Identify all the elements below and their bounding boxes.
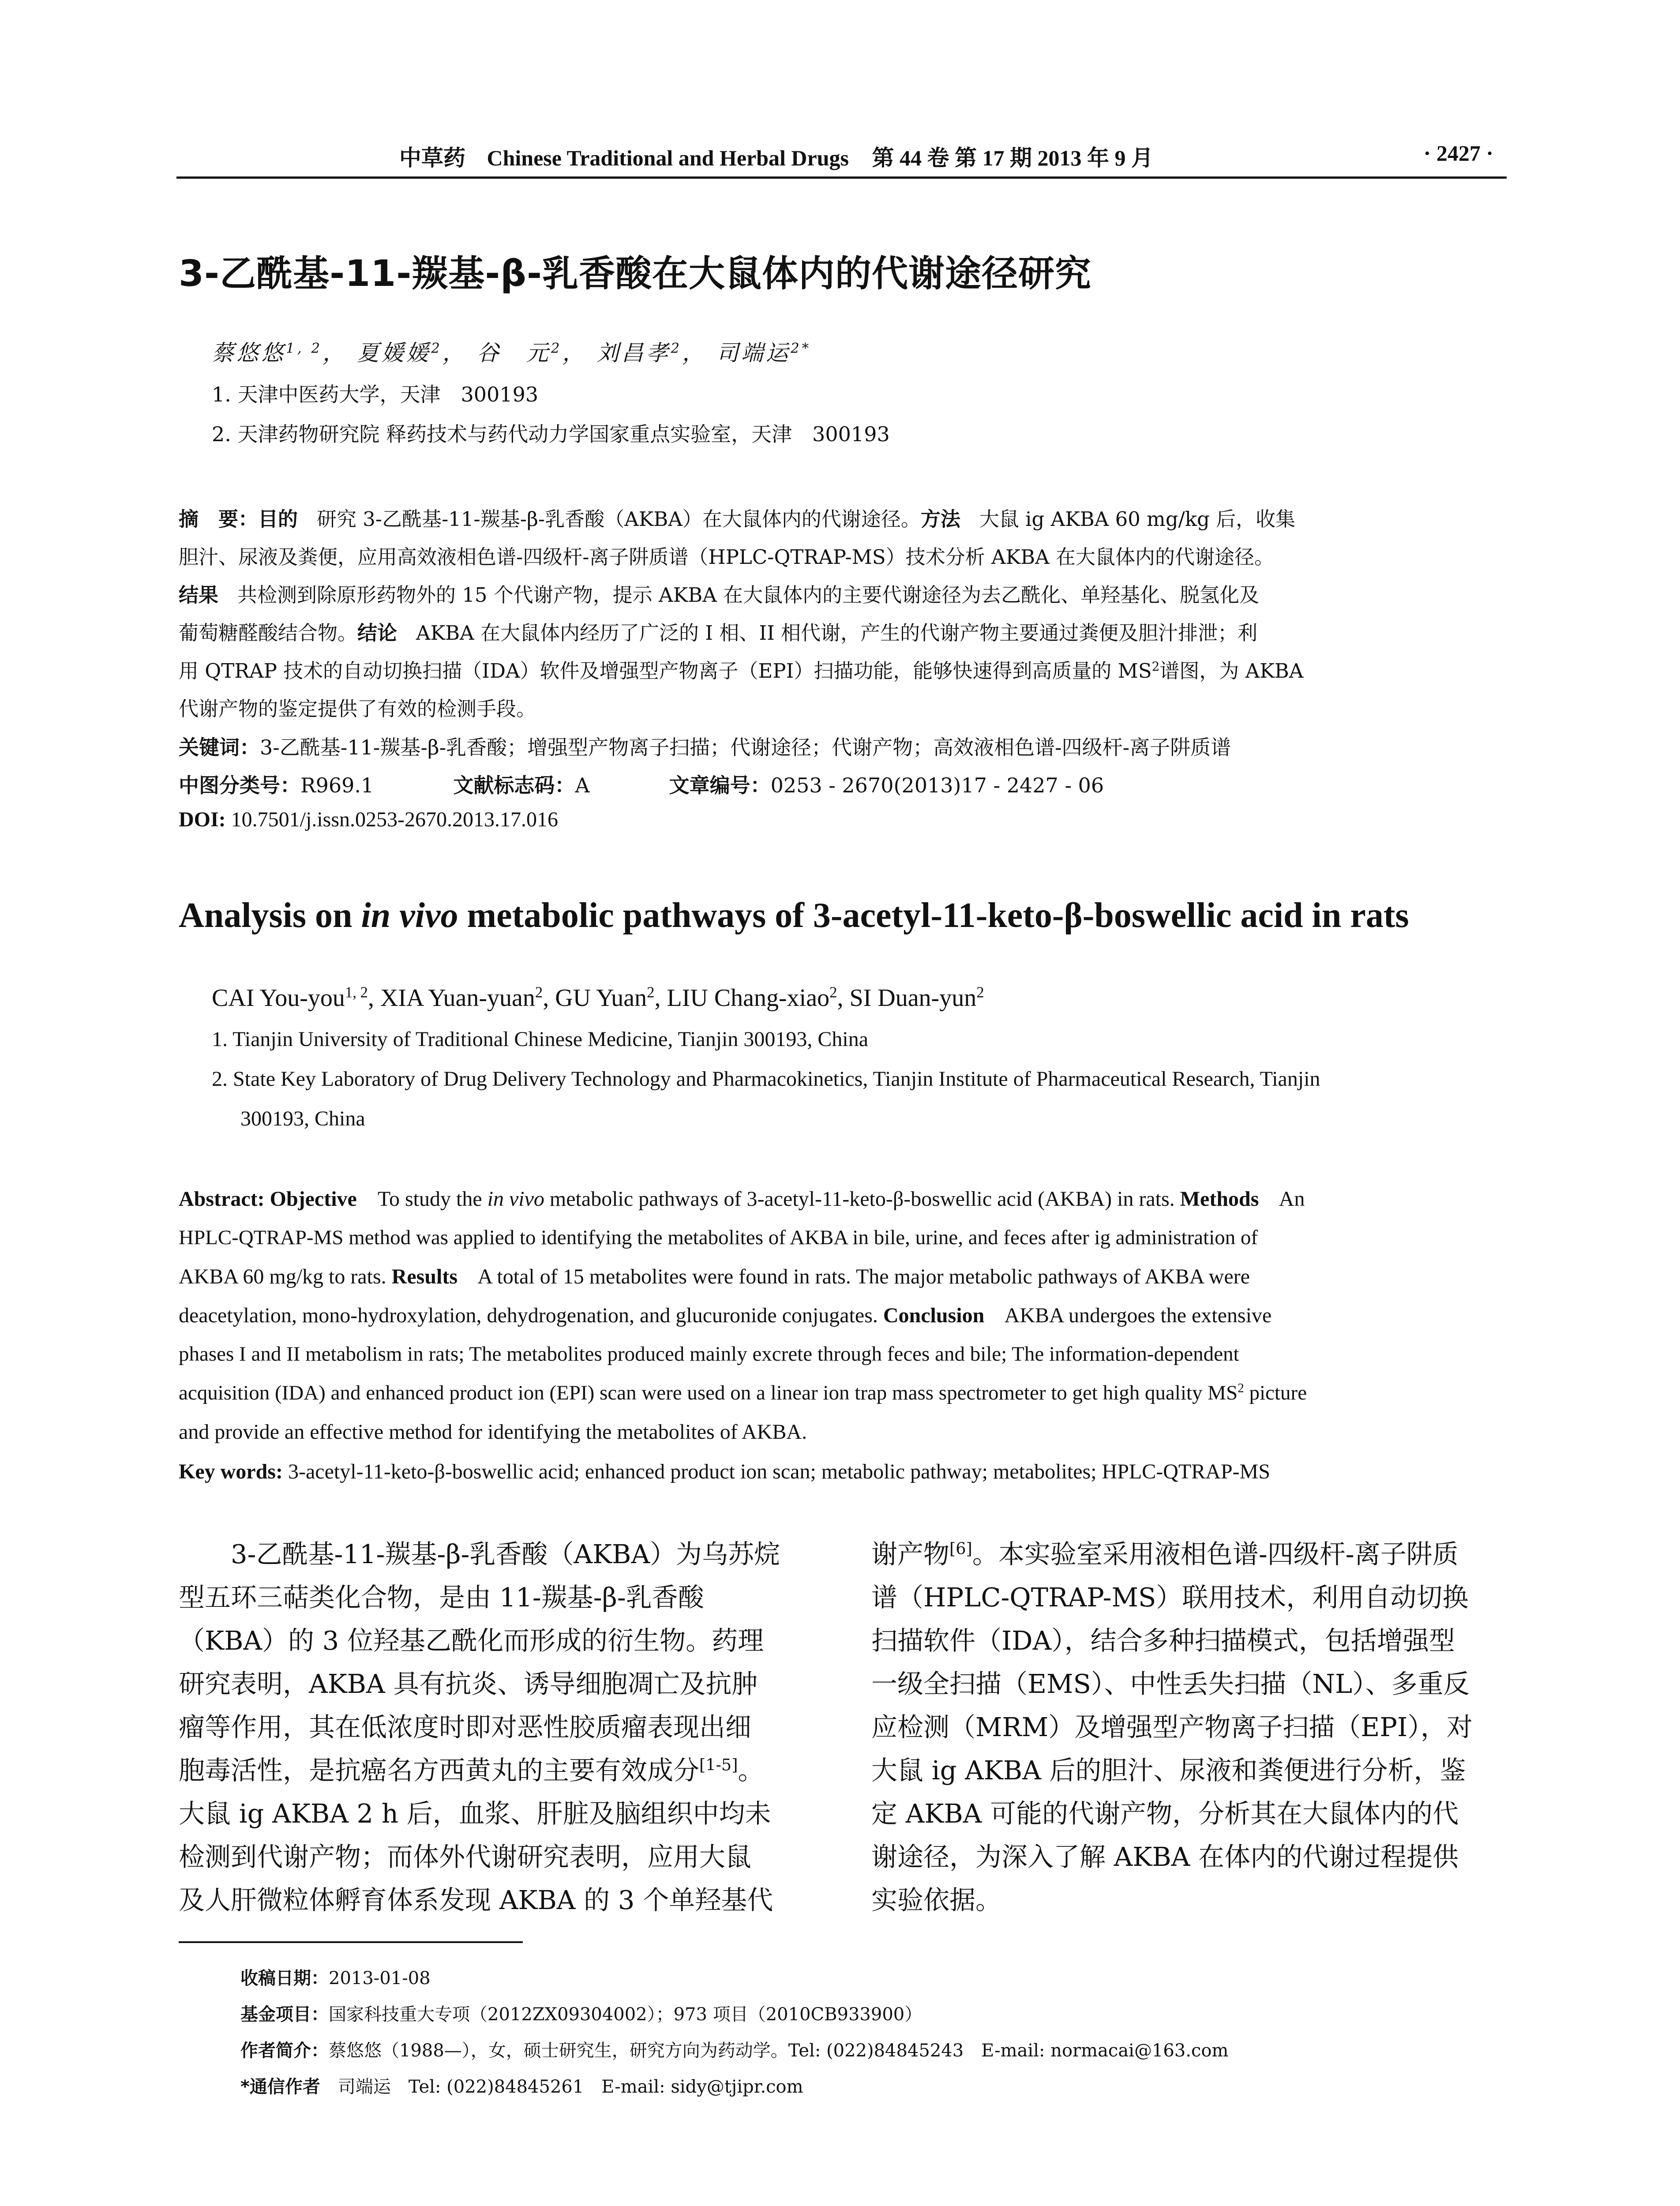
journal-name-en: Chinese Traditional and Herbal Drugs [487, 146, 849, 170]
author-sup: 2 [976, 983, 984, 1001]
citation-ref: [6] [949, 1539, 972, 1558]
abstract-cn-line: 胆汁、尿液及粪便，应用高效液相色谱-四级杆-离子阱质谱（HPLC-QTRAP-MS）技术分析 AKBA 在大鼠体内的代谢途径。 [179, 545, 1274, 569]
objective-en-text: To study the [378, 1187, 482, 1211]
footnote-received [240, 1964, 431, 1989]
author-cn: 谷 元 [476, 340, 551, 366]
authors-cn: 蔡悠悠$^{1, 2}$， 夏媛媛$^2$， 谷 元$^2$， 刘昌孝$^2$， 司端运$^{2*}$ [212, 340, 812, 366]
issue-info: 第 44 卷 第 17 期 2013 年 9 月 [872, 146, 1153, 170]
abstract-cn-line [179, 503, 1507, 532]
keywords-cn [179, 732, 1507, 767]
abstract-en-line: phases I and II metabolism in rats; The metabolites produced mainly excrete through feces and bile; The information-dependent [179, 1343, 1239, 1366]
author-sup: 2 [431, 340, 442, 356]
results-en-text: A total of 15 metabolites were found in rats. The major metabolic pathways of AKBA were [477, 1265, 1250, 1288]
conclusion-text: AKBA 在大鼠体内经历了广泛的 I 相、II 相代谢，产生的代谢产物主要通过粪便及胆汁排泄；利 [416, 621, 1258, 645]
article-number-value: 0253 - 2670(2013)17 - 2427 - 06 [770, 773, 1104, 797]
affiliation-cn-2: 2. 天津药物研究院 释药技术与药代动力学国家重点实验室，天津 300193 [212, 422, 890, 446]
keywords-en-label: Key words: [179, 1460, 283, 1483]
body-line: 研究表明，AKBA 具有抗炎、诱导细胞凋亡及抗肿 [179, 1669, 758, 1699]
title-en-part: Analysis on [179, 896, 361, 935]
abstract-en [179, 1187, 1507, 1460]
affiliation-en-2: 2. State Key Laboratory of Drug Delivery Technology and Pharmacokinetics, Tianjin Institute of Pharmaceutical Research, Tianjin [212, 1067, 1320, 1091]
abstract-cn-line: 代谢产物的鉴定提供了有效的检测手段。 [179, 697, 536, 720]
body-line: 瘤等作用，其在低浓度时即对恶性胶质瘤表现出细 [179, 1712, 752, 1742]
footnote-text: 蔡悠悠（1988—），女，硕士研究生，研究方向为药动学。Tel: (022)84845243 E-mail: normacai@163.com [329, 2041, 1229, 2061]
ms-sup: 2 [1238, 1381, 1244, 1396]
methods-en-text: An [1279, 1187, 1305, 1211]
doi-line [179, 807, 1507, 843]
abstract-en-line: HPLC-QTRAP-MS method was applied to identifying the metabolites of AKBA in bile, urine, and feces after ig administration of [179, 1226, 1258, 1249]
doi-value: 10.7501/j.issn.0253-2670.2013.17.016 [231, 808, 559, 831]
abstract-en-label: Abstract: [179, 1187, 265, 1211]
results-text: 共检测到除原形药物外的 15 个代谢产物，提示 AKBA 在大鼠体内的主要代谢途径为去乙酰化、单羟基化、脱氢化及 [237, 583, 1260, 607]
methods-text: 大鼠 ig AKBA 60 mg/kg 后，收集 [979, 507, 1296, 531]
author-en: SI Duan-yun [849, 984, 977, 1012]
title-cn: 3-乙酰基-11-羰基-β-乳香酸在大鼠体内的代谢途径研究 [179, 253, 1092, 295]
body-line: 应检测（MRM）及增强型产物离子扫描（EPI），对 [871, 1712, 1473, 1742]
abstract-label: 摘 要： [179, 507, 259, 531]
body-line: 及人肝微粒体孵育体系发现 AKBA 的 3 个单羟基代 [179, 1885, 773, 1915]
author-sup: 2 [829, 983, 837, 1001]
author-en: GU Yuan [555, 984, 647, 1012]
footnote-label: *通信作者 [240, 2077, 320, 2097]
affiliation-en-1: 1. Tianjin University of Traditional Chinese Medicine, Tianjin 300193, China [212, 1028, 869, 1051]
conclusion-label: 结论 [357, 621, 398, 645]
body-line: 大鼠 ig AKBA 后的胆汁、尿液和粪便进行分析，鉴 [871, 1755, 1466, 1786]
journal-name-cn: 中草药 [399, 145, 465, 171]
clc-label: 中图分类号： [179, 773, 300, 797]
footnote-label: 基金项目： [240, 2004, 329, 2025]
conclusion-en-label: Conclusion [883, 1304, 985, 1327]
abstract-cn-line [179, 579, 1507, 608]
footnote-author-bio [240, 2037, 1228, 2062]
body-line: 型五环三萜类化合物，是由 11-羰基-β-乳香酸 [179, 1582, 704, 1613]
objective-en-text: metabolic pathways of 3-acetyl-11-keto-β-boswellic acid (AKBA) in rats. [549, 1187, 1175, 1211]
methods-en-text: AKBA 60 mg/kg to rats. [179, 1265, 386, 1288]
objective-label: 目的 [258, 507, 298, 531]
results-en-text: deacetylation, mono-hydroxylation, dehydrogenation, and glucuronide conjugates. [179, 1304, 878, 1327]
doc-code-label: 文献标志码： [453, 773, 575, 797]
author-en: XIA Yuan-yuan [380, 984, 535, 1012]
abstract-cn-line [179, 655, 1507, 683]
author-sup: 1, 2 [345, 983, 368, 1001]
abstract-cn-line [179, 617, 1507, 645]
methods-label: 方法 [920, 507, 960, 531]
footnote-text: 国家科技重大专项（2012ZX09304002）；973 项目（2010CB933900） [329, 2004, 922, 2025]
author-cn: 蔡悠悠 [212, 340, 286, 366]
conclusion-text: 用 QTRAP 技术的自动切换扫描（IDA）软件及增强型产物离子（EPI）扫描功能，能够快速得到高质量的 MS [179, 659, 1152, 683]
author-cn: 司端运 [716, 340, 791, 366]
abstract-en-line [179, 1264, 1507, 1289]
in-vivo-italic: in vivo [487, 1187, 544, 1211]
conclusion-en-text: picture [1244, 1381, 1307, 1404]
author-en: CAI You-you [212, 984, 345, 1012]
body-line: 谢途径，为深入了解 AKBA 在体内的代谢过程提供 [871, 1842, 1459, 1872]
abstract-en-line [179, 1187, 1507, 1211]
body-line: 定 AKBA 可能的代谢产物，分析其在大鼠体内的代 [871, 1798, 1459, 1829]
author-sup: 2 [647, 983, 655, 1001]
footnote-label: 收稿日期： [240, 1968, 329, 1988]
conclusion-en-text: AKBA undergoes the extensive [1004, 1304, 1272, 1327]
affiliation-en-2-cont: 300193, China [240, 1107, 365, 1130]
body-column-left [179, 1533, 816, 1930]
header-left [399, 140, 1153, 172]
body-line: 检测到代谢产物；而体外代谢研究表明，应用大鼠 [179, 1842, 752, 1872]
footnote-text: 2013-01-08 [329, 1968, 431, 1988]
clc-value: R969.1 [300, 773, 374, 797]
body-line: 大鼠 ig AKBA 2 h 后，血浆、肝脏及脑组织中均未 [179, 1798, 771, 1829]
body-column-right [871, 1533, 1509, 1930]
abstract-en-line: and provide an effective method for identifying the metabolites of AKBA. [179, 1420, 807, 1444]
authors-en: CAI You-you$^{1, 2}$, XIA Yuan-yuan$^2$, GU Yuan$^2$, LIU Chang-xiao$^2$, SI Duan-yun$^2$ [212, 983, 984, 1012]
title-en-part: metabolic pathways of 3-acetyl-11-keto-β-boswellic acid in rats [458, 896, 1409, 935]
doc-code-value: A [575, 773, 590, 797]
keywords-text: 3-乙酰基-11-羰基-β-乳香酸；增强型产物离子扫描；代谢途径；代谢产物；高效液相色谱-四级杆-离子阱质谱 [260, 735, 1231, 759]
author-cn: 夏媛媛 [357, 340, 431, 366]
conclusion-text: 谱图，为 AKBA [1159, 659, 1304, 683]
body-text: 谢产物 [871, 1539, 950, 1569]
affiliation-cn-1: 1. 天津中医药大学，天津 300193 [212, 383, 539, 406]
classification-line [179, 769, 1507, 805]
title-en-italic: in vivo [361, 896, 458, 935]
abstract-en-line [179, 1381, 1507, 1405]
article-number-label: 文章编号： [669, 773, 771, 797]
methods-en-label: Methods [1180, 1187, 1259, 1211]
keywords-en-text: 3-acetyl-11-keto-β-boswellic acid; enhanced product ion scan; metabolic pathway; metabolites; HPLC-QTRAP-MS [288, 1460, 1271, 1483]
objective-text: 研究 3-乙酰基-11-羰基-β-乳香酸（AKBA）在大鼠体内的代谢途径。 [316, 507, 921, 531]
abstract-cn [179, 503, 1507, 732]
author-en: LIU Chang-xiao [667, 984, 830, 1012]
author-sup: 2 [551, 340, 562, 356]
ms-sup: 2 [1151, 659, 1160, 674]
conclusion-en-text: acquisition (IDA) and enhanced product ion (EPI) scan were used on a linear ion trap mass spectrometer to get high quality MS [179, 1381, 1238, 1404]
keywords-en [179, 1459, 1507, 1495]
body-line [179, 1749, 816, 1787]
footnote-text: 司端运 Tel: (022)84845261 E-mail: sidy@tjipr.com [320, 2077, 803, 2097]
results-en-label: Results [391, 1265, 458, 1288]
body-line: 扫描软件（IDA），结合多种扫描模式，包括增强型 [871, 1625, 1455, 1656]
body-line: 3-乙酰基-11-羰基-β-乳香酸（AKBA）为乌苏烷 [179, 1539, 780, 1569]
doi-label: DOI: [179, 808, 226, 831]
keywords-label: 关键词： [179, 735, 260, 759]
abstract-en-line [179, 1303, 1507, 1328]
title-en [179, 896, 1409, 936]
footnote-rule [179, 1941, 523, 1943]
body-text: 。本实验室采用液相色谱-四级杆-离子阱质 [972, 1539, 1459, 1569]
author-sup: 2 [671, 340, 682, 356]
author-sup: 1, 2 [286, 340, 323, 356]
body-line: （KBA）的 3 位羟基乙酰化而形成的衍生物。药理 [179, 1625, 764, 1656]
citation-ref: [1-5] [699, 1755, 738, 1775]
body-line: 谱（HPLC-QTRAP-MS）联用技术，利用自动切换 [871, 1582, 1469, 1613]
results-label: 结果 [179, 583, 219, 607]
body-text: 。 [738, 1755, 764, 1786]
footnote-funding [240, 2000, 922, 2026]
footnote-label: 作者简介： [240, 2041, 329, 2061]
objective-en-label: Objective [270, 1187, 357, 1211]
body-line: 实验依据。 [871, 1885, 1002, 1915]
footnote-corresponding [240, 2073, 803, 2098]
results-text-end: 葡萄糖醛酸结合物。 [179, 621, 358, 645]
body-text: 胞毒活性，是抗癌名方西黄丸的主要有效成分 [179, 1755, 700, 1786]
body-line [871, 1533, 1509, 1571]
author-cn: 刘昌孝 [596, 340, 671, 366]
running-header [179, 140, 1507, 176]
body-line: 一级全扫描（EMS）、中性丢失扫描（NL）、多重反 [871, 1669, 1470, 1699]
page-number: · 2427 · [1423, 141, 1493, 165]
author-sup: 2* [790, 340, 812, 356]
header-rule [176, 176, 1507, 179]
author-sup: 2 [535, 983, 543, 1001]
